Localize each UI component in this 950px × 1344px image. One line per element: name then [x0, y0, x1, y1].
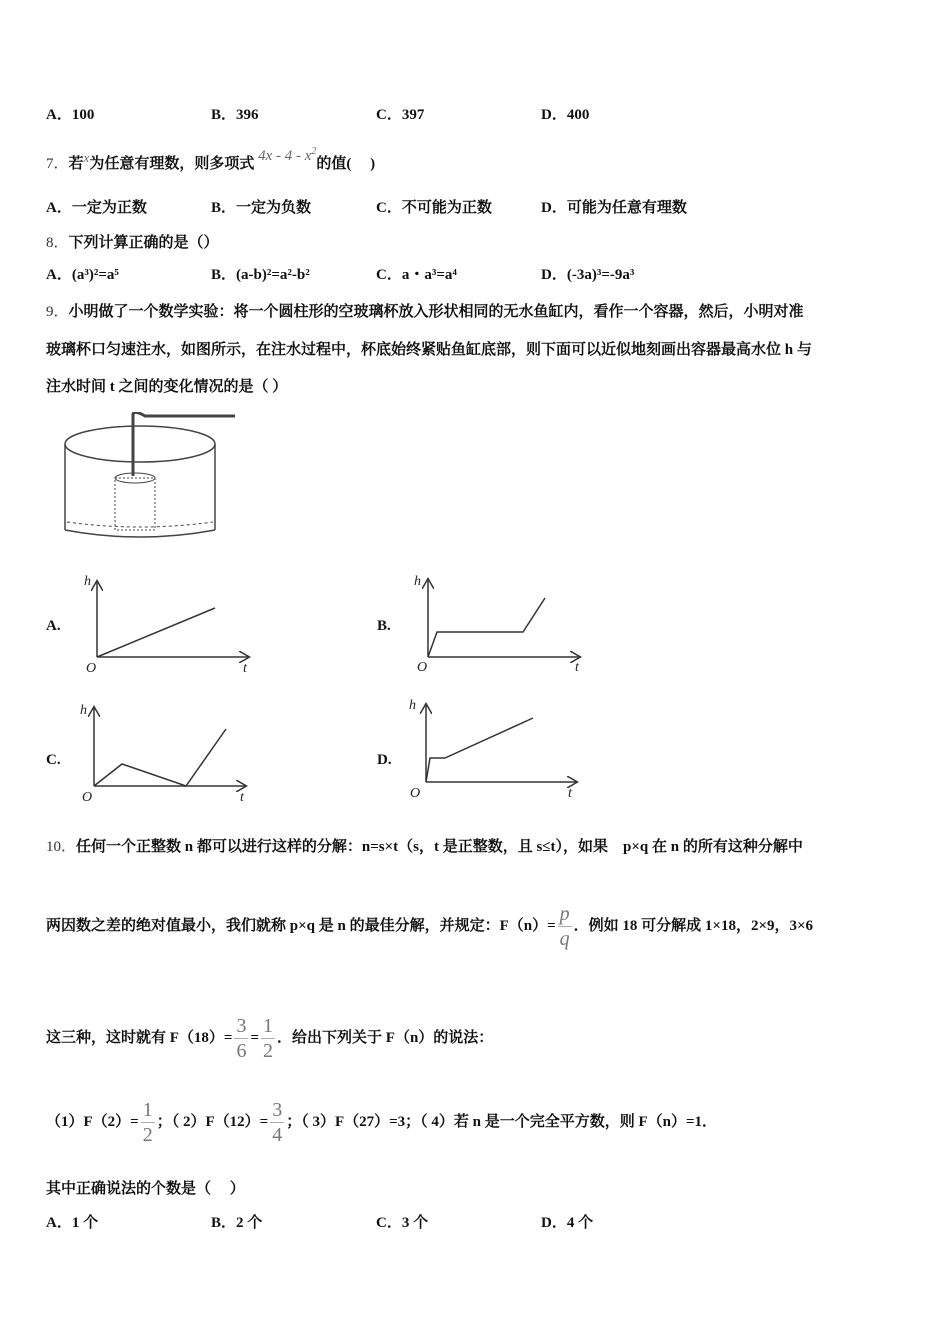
graph-a [97, 582, 248, 657]
q10-line-3a: 这三种，这时就有 F（18）= [46, 1029, 233, 1046]
equals-sign: = [250, 1029, 260, 1046]
graph-c-origin: O [82, 790, 93, 805]
graph-d-line [426, 718, 533, 782]
q9-line-3: 注水时间 t 之间的变化情况的是（ ） [46, 379, 288, 395]
graph-b-label[interactable]: B. [377, 618, 391, 634]
q7-text: 的值( ) [316, 156, 376, 172]
graph-c-line [94, 729, 226, 786]
q10-question: 其中正确说法的个数是（ ） [46, 1181, 245, 1197]
q7-var: x [83, 150, 90, 165]
graph-c-t-label: t [240, 790, 244, 805]
graph-b-origin: O [417, 660, 428, 675]
graph-b-t-label: t [575, 660, 579, 675]
q8-option-d[interactable]: D．(-3a)³=-9a³ [541, 267, 635, 283]
q10-line-2a: 两因数之差的绝对值最小，我们就称 p×q 是 n 的最佳分解，并规定：F（n）= [46, 917, 556, 934]
fraction-3-4-statement: $\frac{3}{4}$ [272, 1099, 283, 1146]
q9-line-1: 9．小明做了一个数学实验：将一个圆柱形的空玻璃杯放入形状相同的无水鱼缸内，看作一个容器，然后，小明对准 [46, 304, 804, 320]
graph-c-label[interactable]: C. [46, 752, 61, 768]
q6-option-d[interactable]: D．400 [541, 107, 590, 123]
fraction-3-6: $\frac{3}{6}$ [236, 1015, 247, 1062]
q10-option-c[interactable]: C．3 个 [376, 1215, 429, 1231]
graph-a-t-label: t [243, 661, 247, 676]
q7-option-c[interactable]: C．不可能为正数 [376, 200, 492, 216]
q10-option-b[interactable]: B．2 个 [211, 1215, 263, 1231]
q10-line-3b: ．给出下列关于 F（n）的说法： [277, 1029, 494, 1046]
q10-statements [46, 1099, 717, 1146]
statement-1: （1）F（2）= [46, 1113, 139, 1130]
graph-d-h-label: h [409, 698, 416, 713]
fraction-1-2: $\frac{1}{2}$ [263, 1015, 274, 1062]
q6-option-b[interactable]: B．396 [211, 107, 259, 123]
q6-option-c[interactable]: C．397 [376, 107, 425, 123]
q6-option-a[interactable]: A．100 [46, 107, 95, 123]
fraction-p-over-q: $\frac{p}{q}$ [559, 903, 570, 950]
q7-option-d[interactable]: D．可能为任意有理数 [541, 200, 687, 216]
q9-line-2: 玻璃杯口匀速注水，如图所示，在注水过程中，杯底始终紧贴鱼缸底部，则下面可以近似地刻画出容器最高水位 h 与 [46, 342, 812, 358]
fraction-1-2-statement: $\frac{1}{2}$ [142, 1099, 153, 1146]
graph-a-h-label: h [84, 574, 91, 589]
graph-a-label[interactable]: A. [46, 618, 61, 634]
q7-text: 为任意有理数，则多项式 [89, 156, 255, 172]
statement-2: ；（ 2）F（12）= [156, 1113, 269, 1130]
statement-3-4: ；（ 3）F（27）=3；（ 4）若 n 是一个完全平方数，则 F（n）=1． [286, 1113, 718, 1130]
q8-option-b[interactable]: B．(a-b)²=a²-b² [211, 267, 310, 283]
graph-d-origin: O [410, 786, 421, 801]
graph-d-label[interactable]: D. [377, 752, 392, 768]
graph-c-h-label: h [80, 703, 87, 718]
graph-b [428, 580, 579, 657]
q7-number: 7． [46, 156, 69, 172]
q7-option-a[interactable]: A．一定为正数 [46, 200, 147, 216]
q7-text: 若 [68, 156, 84, 172]
q10-line-2b: ．例如 18 可分解成 1×18，2×9，3×6 [573, 917, 814, 934]
graph-a-line [97, 608, 215, 657]
graph-a-origin: O [86, 661, 97, 676]
graph-b-line [428, 598, 545, 657]
q8-option-a[interactable]: A．(a³)²=a⁵ [46, 267, 119, 283]
q10-line-1: 10．任何一个正整数 n 都可以进行这样的分解：n=s×t（s，t 是正整数，且 s≤t），如果 p×q 在 n 的所有这种分解中 [46, 839, 803, 855]
q10-line-3 [46, 1015, 493, 1062]
q10-option-a[interactable]: A．1 个 [46, 1215, 99, 1231]
graph-d [426, 705, 576, 782]
q7-expression: $4x - 4 - x^2$ [258, 146, 317, 164]
q7-option-b[interactable]: B．一定为负数 [211, 200, 312, 216]
graph-b-h-label: h [414, 574, 421, 589]
q8-option-c[interactable]: C．a・a³=a⁴ [376, 267, 457, 283]
graph-c [94, 708, 245, 786]
q10-line-2 [46, 903, 813, 950]
q8-stem: 8．下列计算正确的是（） [46, 235, 219, 251]
graph-d-t-label: t [568, 786, 572, 801]
q10-option-d[interactable]: D．4 个 [541, 1215, 594, 1231]
